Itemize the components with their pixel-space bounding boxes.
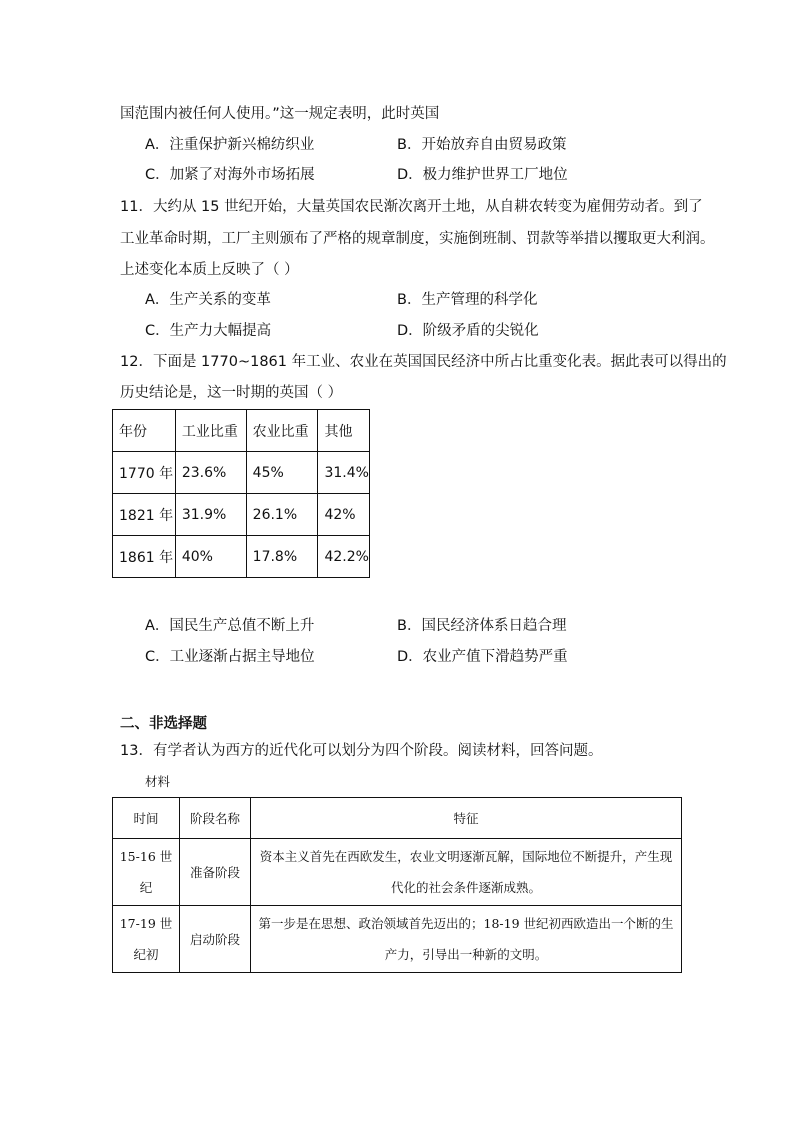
table-header-cell: 年份 <box>113 410 176 452</box>
table-cell: 23.6% <box>175 452 246 494</box>
q10-option-d: D．极力维护世界工厂地位 <box>397 167 568 183</box>
q12-stem-line2: 历史结论是，这一时期的英国（ ） <box>120 385 343 401</box>
table-cell: 31.9% <box>175 494 246 536</box>
table-header-row <box>113 410 370 452</box>
q11-stem-line1: 11．大约从 15 世纪开始，大量英国农民渐次离开土地，从自耕农转变为雇佣劳动者。到了 <box>120 199 703 215</box>
q11-option-a: A．生产关系的变革 <box>145 292 271 308</box>
table-cell: 第一步是在思想、政治领域首先迈出的；18-19 世纪初西欧造出一个断的生产力，引导出一种新的文明。 <box>251 906 682 973</box>
table-header-cell: 农业比重 <box>246 410 318 452</box>
table-row <box>113 906 682 973</box>
table-cell: 准备阶段 <box>180 839 251 906</box>
table-row <box>113 839 682 906</box>
q13-stem: 13．有学者认为西方的近代化可以划分为四个阶段。阅读材料，回答问题。 <box>120 743 603 759</box>
q12-option-c: C．工业逐渐占据主导地位 <box>145 649 315 665</box>
table-header-cell: 时间 <box>113 798 180 839</box>
table-cell: 17-19 世纪初 <box>113 906 180 973</box>
q10-option-c: C．加紧了对海外市场拓展 <box>145 167 315 183</box>
table-cell: 资本主义首先在西欧发生，农业文明逐渐瓦解，国际地位不断提升，产生现代化的社会条件逐渐成熟。 <box>251 839 682 906</box>
q12-option-a: A．国民生产总值不断上升 <box>145 618 315 634</box>
table-row <box>113 494 370 536</box>
q12-option-d: D．农业产值下滑趋势严重 <box>397 649 568 665</box>
q11-stem-line3: 上述变化本质上反映了（ ） <box>120 262 299 278</box>
table-cell: 42.2% <box>318 536 370 578</box>
table-cell: 1861 年 <box>113 536 176 578</box>
q10-stem-continuation: 国范围内被任何人使用。”这一规定表明，此时英国 <box>120 106 440 122</box>
table-cell: 1770 年 <box>113 452 176 494</box>
q11-option-c: C．生产力大幅提高 <box>145 323 272 339</box>
table-row <box>113 452 370 494</box>
table-cell: 45% <box>246 452 318 494</box>
table-cell: 1821 年 <box>113 494 176 536</box>
table-cell: 40% <box>175 536 246 578</box>
table-header-cell: 阶段名称 <box>180 798 251 839</box>
table-header-cell: 特征 <box>251 798 682 839</box>
table-cell: 31.4% <box>318 452 370 494</box>
q10-option-a: A．注重保护新兴棉纺织业 <box>145 137 315 153</box>
q12-stem-line1: 12．下面是 1770~1861 年工业、农业在英国国民经济中所占比重变化表。据此表可以得出的 <box>120 354 727 370</box>
q11-option-b: B．生产管理的科学化 <box>397 292 538 308</box>
table-cell: 17.8% <box>246 536 318 578</box>
table-header-row <box>113 798 682 839</box>
q11-stem-line2: 工业革命时期，工厂主则颁布了严格的规章制度，实施倒班制、罚款等举措以攫取更大利润。 <box>120 231 715 247</box>
material-label: 材料 <box>145 774 171 789</box>
table-cell: 启动阶段 <box>180 906 251 973</box>
q12-option-b: B．国民经济体系日趋合理 <box>397 618 567 634</box>
q10-option-b: B．开始放弃自由贸易政策 <box>397 137 567 153</box>
table-header-cell: 工业比重 <box>175 410 246 452</box>
q11-option-d: D．阶级矛盾的尖锐化 <box>397 323 539 339</box>
q13-material-table <box>112 797 682 973</box>
table-cell: 26.1% <box>246 494 318 536</box>
table-header-cell: 其他 <box>318 410 370 452</box>
table-cell: 15-16 世纪 <box>113 839 180 906</box>
section-title: 二、非选择题 <box>120 716 207 732</box>
table-row <box>113 536 370 578</box>
table-cell: 42% <box>318 494 370 536</box>
q12-data-table <box>112 409 370 578</box>
